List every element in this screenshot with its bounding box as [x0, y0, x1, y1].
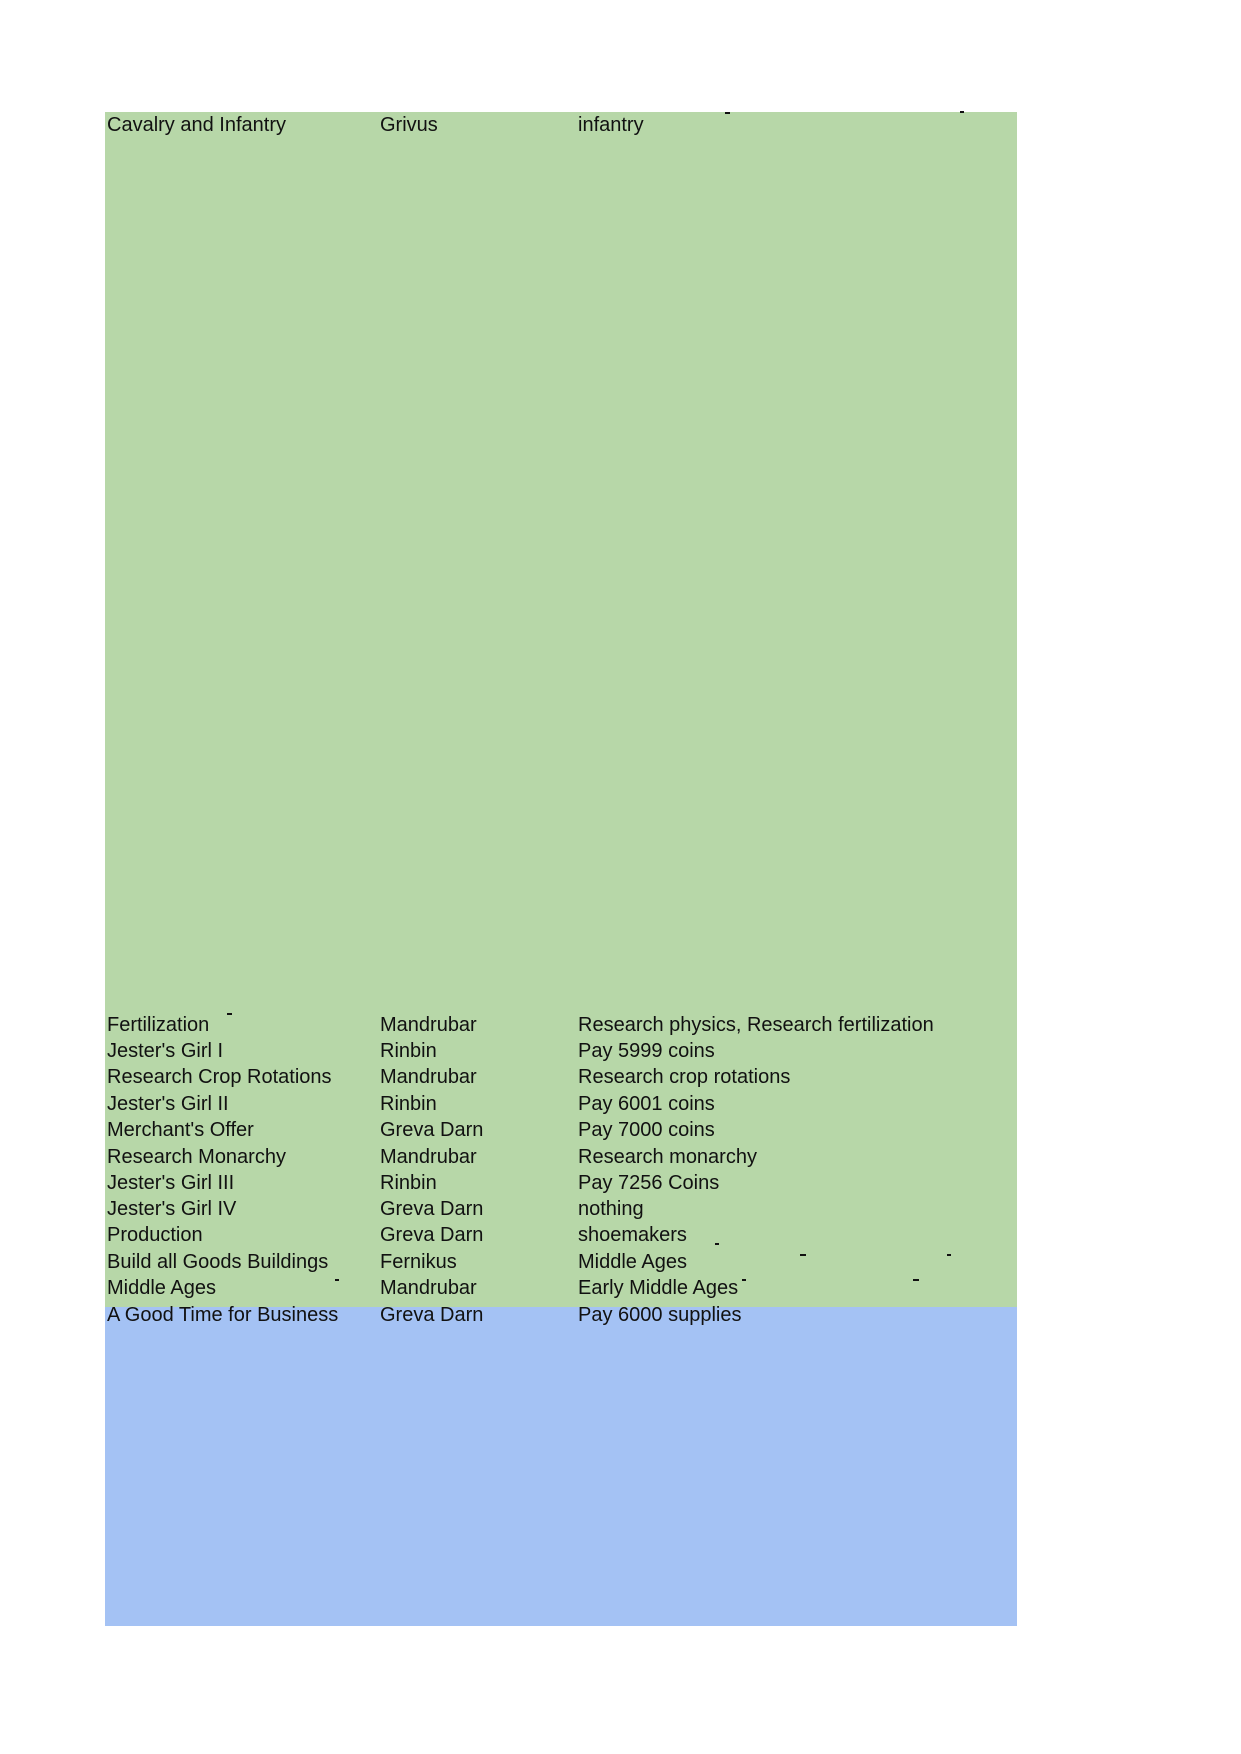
- stray-mark: [742, 1279, 746, 1281]
- table-row: [105, 1222, 1017, 1248]
- quest-name: Build all Goods Buildings: [107, 1251, 329, 1273]
- table-row: [105, 1249, 1017, 1275]
- table-row: [105, 1144, 1017, 1170]
- quest-name: Production: [107, 1224, 203, 1246]
- quest-giver: Mandrubar: [380, 1066, 477, 1088]
- stray-mark: [335, 1279, 339, 1281]
- quest-giver: Greva Darn: [380, 1119, 484, 1141]
- quest-giver: Rinbin: [380, 1093, 437, 1115]
- table-row: [105, 1012, 1017, 1038]
- quest-requirement: shoemakers: [578, 1224, 687, 1246]
- quest-requirement: Early Middle Ages: [578, 1277, 739, 1299]
- stray-mark: [227, 1013, 232, 1015]
- quest-giver: Rinbin: [380, 1172, 437, 1194]
- quest-name: Jester's Girl IV: [107, 1198, 237, 1220]
- quest-giver: Grivus: [380, 114, 438, 136]
- table-row: [105, 1275, 1017, 1301]
- table-row: [105, 1091, 1017, 1117]
- quest-requirement: infantry: [578, 114, 644, 136]
- quest-requirement: Pay 6001 coins: [578, 1093, 715, 1115]
- quest-giver: Rinbin: [380, 1040, 437, 1062]
- blue-highlight-region: [105, 1307, 1017, 1626]
- table-row: [105, 1038, 1017, 1064]
- quest-giver: Greva Darn: [380, 1224, 484, 1246]
- table-row: [105, 112, 1017, 138]
- quest-name: Middle Ages: [107, 1277, 216, 1299]
- quest-requirement: Research physics, Research fertilization: [578, 1014, 934, 1036]
- quest-name: Research Monarchy: [107, 1146, 286, 1168]
- table-row: [105, 1196, 1017, 1222]
- quest-giver: Greva Darn: [380, 1198, 484, 1220]
- quest-giver: Greva Darn: [380, 1304, 484, 1326]
- quest-name: Jester's Girl II: [107, 1093, 229, 1115]
- table-row: [105, 1064, 1017, 1090]
- quest-name: Jester's Girl I: [107, 1040, 224, 1062]
- quest-name: A Good Time for Business: [107, 1304, 339, 1326]
- stray-mark: [715, 1243, 719, 1245]
- quest-giver: Mandrubar: [380, 1014, 477, 1036]
- quest-giver: Fernikus: [380, 1251, 457, 1273]
- quest-name: Research Crop Rotations: [107, 1066, 332, 1088]
- quest-requirement: Pay 7256 Coins: [578, 1172, 720, 1194]
- table-row: [105, 1170, 1017, 1196]
- stray-mark: [947, 1254, 951, 1256]
- quest-giver: Mandrubar: [380, 1277, 477, 1299]
- table-row: [105, 1302, 1017, 1328]
- table-row: [105, 1117, 1017, 1143]
- quest-requirement: Middle Ages: [578, 1251, 687, 1273]
- stray-mark: [800, 1254, 806, 1256]
- quest-giver: Mandrubar: [380, 1146, 477, 1168]
- quest-requirement: Pay 5999 coins: [578, 1040, 715, 1062]
- quest-name: Fertilization: [107, 1014, 210, 1036]
- stray-mark: [913, 1279, 919, 1281]
- quest-name: Cavalry and Infantry: [107, 114, 286, 136]
- quest-requirement: Research monarchy: [578, 1146, 757, 1168]
- quest-name: Merchant's Offer: [107, 1119, 254, 1141]
- quest-requirement: Research crop rotations: [578, 1066, 791, 1088]
- quest-requirement: nothing: [578, 1198, 644, 1220]
- quest-name: Jester's Girl III: [107, 1172, 235, 1194]
- quest-requirement: Pay 6000 supplies: [578, 1304, 742, 1326]
- quest-requirement: Pay 7000 coins: [578, 1119, 715, 1141]
